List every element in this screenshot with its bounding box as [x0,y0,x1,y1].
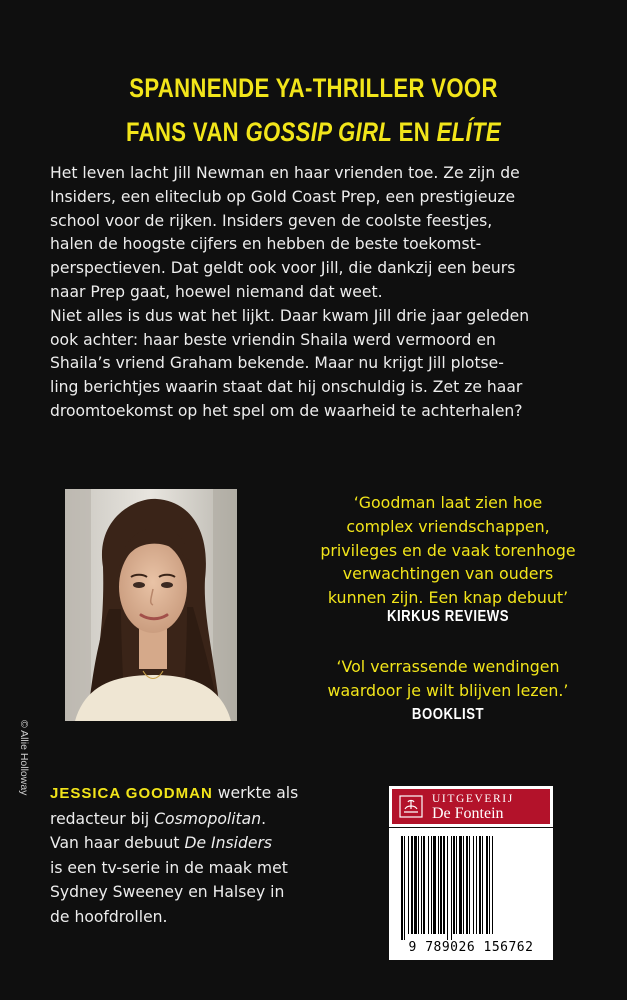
review-quote-kirkus [268,491,627,610]
blurb-line: halen de hoogste cijfers en hebben de beste toekomst- [50,235,482,254]
review-quote-booklist [268,655,627,703]
barcode-bar [459,836,462,934]
author-bio-line-3-prefix: Van haar debuut [50,834,185,852]
author-portrait-image [65,489,237,721]
barcode-bar [492,836,493,934]
barcode-bar [428,836,429,934]
barcode-bar [431,836,432,934]
quote-line: kunnen zijn. Een knap debuut’ [327,588,569,608]
blurb-line: Niet alles is dus wat het lijkt. Daar kwam Jill drie jaar geleden [50,306,530,325]
barcode-bar [438,836,439,934]
quote-line: ‘Vol verrassende wendingen [336,657,560,676]
author-bio-line-5: Sydney Sweeney en Halsey in [50,883,285,901]
blurb-line: droomtoekomst op het spel om de waarheid te achterhalen? [50,401,523,420]
barcode-bar [476,836,477,934]
headline [56,66,570,154]
barcode-bar [456,836,457,934]
blurb-line: ook achter: haar beste vriendin Shaila werd vermoord en [50,330,496,349]
author-bio-line-1 [50,781,370,807]
author-bio-line-3 [50,831,370,856]
review-source-kirkus: KIRKUS REVIEWS [386,608,510,625]
barcode-bar [479,836,481,934]
quote-line: waardoor je wilt blijven lezen.’ [327,680,569,700]
barcode-bar [401,836,403,940]
barcode-bar [423,836,425,934]
barcode-bars [389,828,553,940]
barcode-bar [418,836,419,934]
quote-line: ‘Goodman laat zien hoe [353,493,543,512]
quote-line: complex vriendschappen, [346,516,550,536]
blurb-line: naar Prep gaat, hoewel niemand dat weet. [50,282,383,301]
blurb-line: school voor de rijken. Insiders geven de coolste feestjes, [50,211,493,230]
isbn-number: 9 789026 156762 [408,940,534,955]
author-bio-line-2-suffix: . [261,809,267,828]
barcode-bar [463,836,464,934]
review-source-booklist: BOOKLIST [411,706,485,723]
magazine-title: Cosmopolitan [154,809,262,828]
barcode-bar [482,836,483,934]
barcode-bar [451,836,452,940]
fountain-emblem-icon [399,795,423,818]
publisher-label: UITGEVERIJ [432,793,514,805]
author-bio [50,781,370,929]
barcode-bar [469,836,470,934]
barcode-bar [440,836,442,934]
barcode-bar [453,836,455,934]
barcode-bar [414,836,417,934]
author-bio-line-1-rest: werkte als [212,784,299,802]
publisher-logo [389,786,553,827]
author-bio-line-4: is een tv-serie in de maak met [50,858,288,877]
barcode-bar [433,836,436,934]
author-bio-line-2-prefix: redacteur bij [50,809,155,828]
barcode-bar [489,836,490,934]
headline-line-2-prefix: FANS VAN [126,117,246,147]
barcode-bar [466,836,468,934]
barcode-bar [411,836,413,934]
author-photo [65,489,237,721]
barcode-bar [486,836,488,934]
headline-line-2-mid: EN [392,117,437,147]
publisher-logo-panel [392,789,550,824]
publisher-name: De Fontein [432,805,504,822]
barcode-bar [447,836,448,940]
author-bio-line-6: de hoofdrollen. [50,907,168,926]
author-bio-line-2 [50,807,370,832]
book-title: De Insiders [184,834,272,852]
barcode-bar [404,836,405,940]
photo-credit: © Allie Holloway [18,720,30,796]
author-name: JESSICA GOODMAN [50,785,213,802]
barcode-bar [421,836,422,934]
quote-line: verwachtingen van ouders [342,564,554,584]
barcode-bar [473,836,474,934]
blurb-line: Het leven lacht Jill Newman en haar vrienden toe. Ze zijn de [50,164,520,182]
barcode-bar [408,836,409,934]
blurb [50,162,590,424]
blurb-line: Shaila’s vriend Graham bekende. Maar nu krijgt Jill plotse- [50,354,504,373]
blurb-line: Insiders, een eliteclub op Gold Coast Prep, een prestigieuze [50,187,516,206]
blurb-line: ling berichtjes waarin staat dat hij onschuldig is. Zet ze haar [50,378,523,397]
headline-line-2 [56,110,570,154]
quote-line: privileges en de vaak torenhoge [320,540,576,560]
headline-line-1: SPANNENDE YA-THRILLER VOOR [129,73,498,103]
barcode-bar [443,836,445,934]
headline-title-gossip-girl: GOSSIP GIRL [245,117,393,147]
headline-title-elite: ELÍTE [436,117,501,147]
blurb-line: perspectieven. Dat geldt ook voor Jill, die dankzij een beurs [50,259,516,278]
barcode [389,828,553,960]
